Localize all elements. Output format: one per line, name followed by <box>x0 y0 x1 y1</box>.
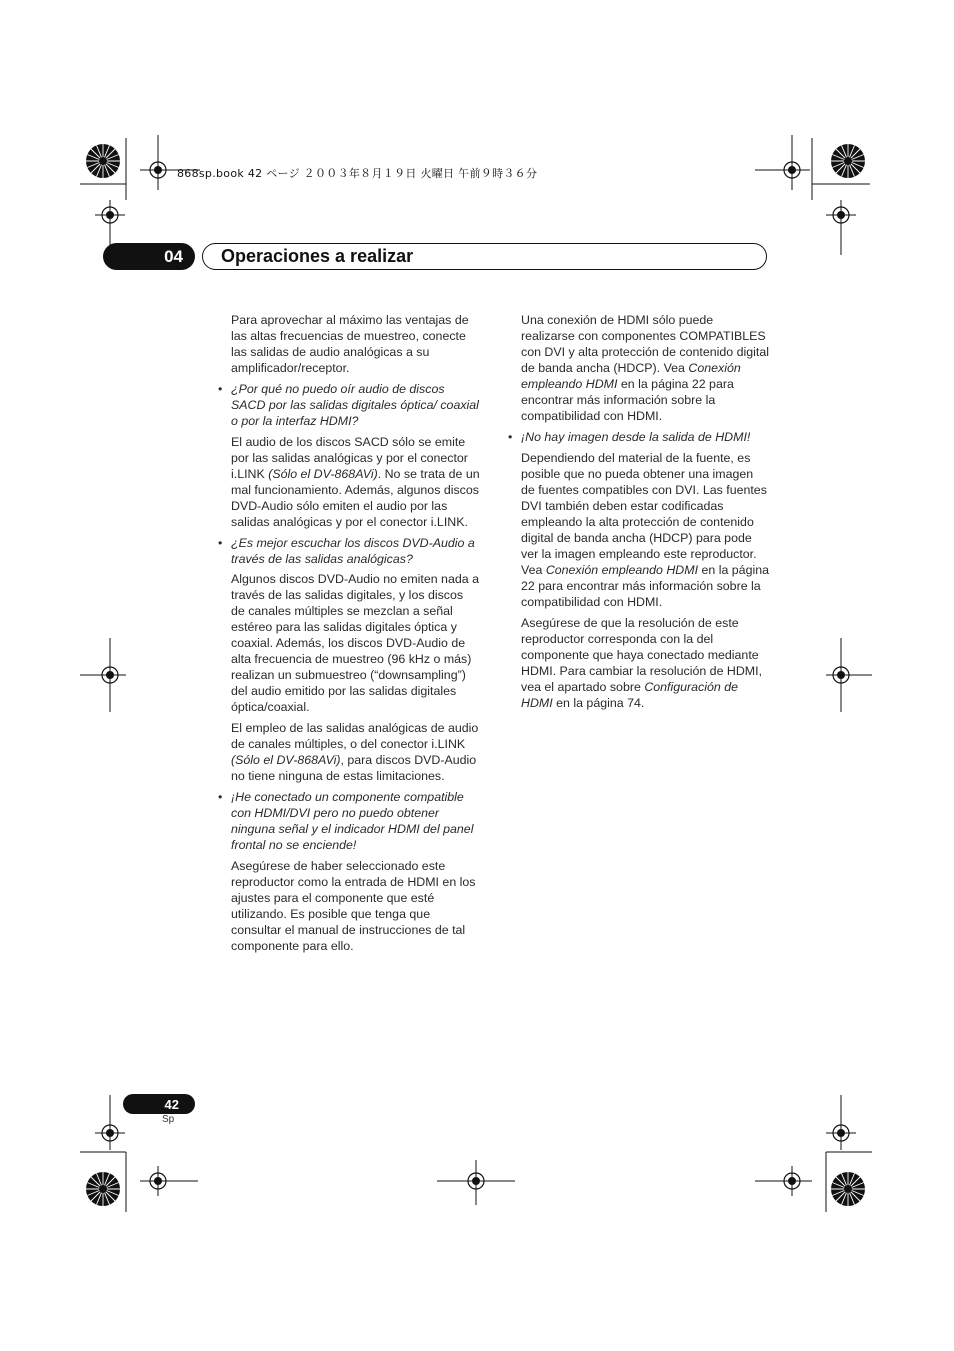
bullet-icon: • <box>218 535 223 550</box>
left-column <box>218 312 480 959</box>
answer-italic: (Sólo el DV-868AVi) <box>231 753 341 767</box>
answer-text: Dependiendo del material de la fuente, es posible que no pueda obtener una imagen de fuentes compatibles con DVI. Las fuentes DVI también deben estar codificadas empleando la alta protección de contenido digital de banda ancha (HDCP) para pode ver la imagen empleando este reproductor. Vea <box>521 450 767 577</box>
faq-question <box>218 789 480 853</box>
print-header: 868sp.book 42 ページ ２００３年８月１９日 火曜日 午前９時３６分 <box>177 167 538 180</box>
cross-reference: Conexión empleando HDMI <box>521 361 741 391</box>
question-text: ¡No hay imagen desde la salida de HDMI! <box>521 430 751 444</box>
cross-reference: Conexión empleando HDMI <box>545 562 699 577</box>
faq-answer <box>508 312 770 424</box>
faq-question <box>218 381 480 429</box>
faq-answer: Asegúrese de haber seleccionado este reproductor como la entrada de HDMI en los ajustes para el componente que esté utilizando. Es posible que tenga que consultar el manual de instrucciones de tal componente para ello. <box>231 858 476 953</box>
bullet-icon: • <box>218 382 223 396</box>
bullet-icon: • <box>508 430 513 444</box>
answer-italic: (Sólo el DV-868AVi) <box>268 466 378 481</box>
answer-text: Una conexión de HDMI sólo puede realizarse con componentes COMPATIBLES con DVI y alta protección de contenido digital de banda ancha (HDCP). Vea <box>521 313 769 375</box>
answer-text: en la página 22 para encontrar más información sobre la compatibilidad con HDMI. <box>521 562 769 609</box>
faq-question <box>218 535 480 567</box>
page-language: Sp <box>162 1114 175 1125</box>
faq-answer <box>508 450 770 610</box>
chapter-number: 04 <box>164 246 183 266</box>
answer-text: El audio de los discos SACD sólo se emite por las salidas analógicas y por el conector i.LINK <box>231 434 468 481</box>
answer-text: Asegúrese de que la resolución de este reproductor corresponda con la del componente que haya conectado mediante HDMI. Para cambiar la resolución de HDMI, vea el apartado sobre <box>521 615 763 694</box>
chapter-title-bar <box>202 243 767 270</box>
page-number: 42 <box>164 1096 179 1112</box>
answer-text: en la página 74. <box>552 695 645 710</box>
intro-paragraph: Para aprovechar al máximo las ventajas de las altas frecuencias de muestreo, conecte las salidas de audio analógicas a su amplificador/receptor. <box>231 313 469 375</box>
question-text: ¡He conectado un componente compatible con HDMI/DVI pero no puedo obtener ninguna señal y el indicador HDMI del panel frontal no se enciende! <box>231 790 474 852</box>
faq-answer: Algunos discos DVD-Audio no emiten nada a través de las salidas digitales, y los discos de canales múltiples se mezclan a señal estéreo para las salidas digitales óptica y coaxial. Además, los discos DVD-Audio de alta frecuencia de muestreo (96 kHz o más) realizan un submuestreo (“downsampling”) del audio emitido por las salidas digitales óptica/coaxial. <box>231 572 479 714</box>
cross-reference: Configuración de HDMI <box>521 679 738 710</box>
faq-question <box>508 429 770 445</box>
faq-answer <box>508 615 770 711</box>
answer-text: . No se trata de un mal funcionamiento. Además, algunos discos DVD-Audio sólo emiten el audio por las salidas analógicas y por el conector i.LINK. <box>231 466 480 529</box>
faq-answer <box>218 434 480 530</box>
question-text: ¿Por qué no puedo oír audio de discos SACD por las salidas digitales óptica/ coaxial o por la interfaz HDMI? <box>231 382 479 428</box>
answer-text: , para discos DVD-Audio no tiene ninguna de estas limitaciones. <box>231 753 477 783</box>
bullet-icon: • <box>218 790 223 804</box>
faq-answer <box>218 720 480 784</box>
right-column <box>508 312 770 716</box>
page-number-badge <box>123 1094 195 1114</box>
chapter-number-badge <box>103 243 195 270</box>
question-text: ¿Es mejor escuchar los discos DVD-Audio a través de las salidas analógicas? <box>231 535 475 566</box>
answer-text: El empleo de las salidas analógicas de audio de canales múltiples, o del conector i.LINK <box>231 721 479 751</box>
chapter-title: Operaciones a realizar <box>221 246 414 266</box>
answer-text: en la página 22 para encontrar más información sobre la compatibilidad con HDMI. <box>521 377 734 423</box>
